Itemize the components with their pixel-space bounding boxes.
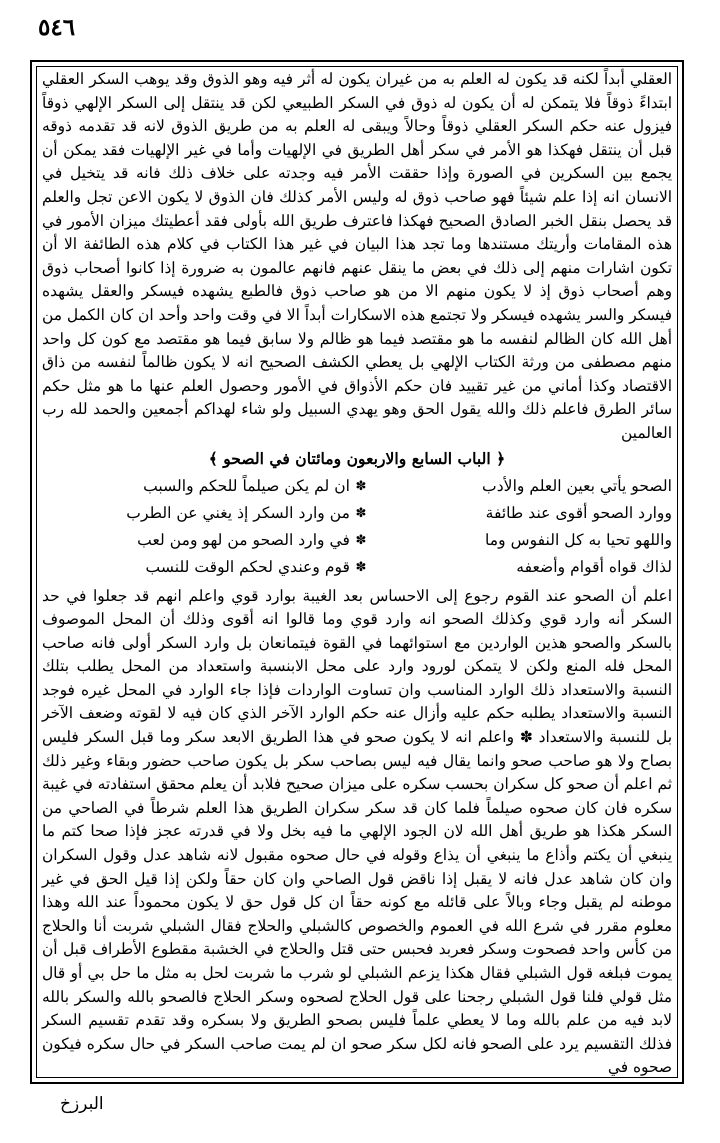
verse-second-hemistich: ان لم يكن صيلماً للحكم والسبب (143, 477, 350, 495)
poem-verse (42, 500, 672, 527)
page-number: ٥٤٦ (38, 14, 76, 41)
verse-separator: ✽ (355, 478, 367, 494)
catchword: البرزخ (60, 1094, 104, 1114)
poem-verse (42, 473, 672, 500)
verse-first-hemistich: لذاك قواه أقوام وأضعفه (516, 558, 672, 576)
poem-verse (42, 554, 672, 581)
verse-first-hemistich: الصحو يأتي بعين العلم والأدب (482, 477, 672, 495)
main-text (42, 68, 672, 1080)
paragraph-closing-previous-chapter: العقلي أبداً لكنه قد يكون له العلم به من غيران يكون له أثر فيه وهو الذوق وقد يوهب السكر العقلي ابتداءً ذوقاً فلا يتمكن له أن يكون له ذوق في السكر الطبيعي لكن قد ينتقل إلى السكر الإلهي ذوقاً فيزول عنه حكم السكر العقلي ذوقاً وحالاً ويبقى له العلم به من طريق الذوق لانه قد تقدمه ذوقه قبل أن ينتقل فهكذا هو الأمر في سكر أهل الطريق في الإلهيات وأما في غير الإلهيات فقد يمكن أن يجمع بين السكرين في الصورة وإذا حققت الأمر فيه وجدته على خلاف ذلك فانه قد يتخيل في الانسان انه إذا علم شيئاً فهو صاحب ذوق له وليس الأمر كذلك فان الذوق لا يكون الاعن تجل والعلم قد يحصل بنقل الخبر الصادق الصحيح فهكذا فاعترف طريق الله بأولى فقد أعطيتك ميزان الأمور في هذه المقامات وأريتك مستندها وما تجد هذا البيان في غير هذا الكتاب في كلام هذه الطائفة الا أن تكون اشارات منهم إلى ذلك في بعض ما ينقل عنهم فانهم عالمون به ضرورة إذا كانوا أصحاب ذوق وهم أصحاب ذوق إذ لا يكون منهم الا من هو صاحب ذوق فالطبع يشهده فيسكر والعقل يشهده فيسكر والسر يشهده فيسكر ولا تجتمع هذه الاسكارات أبداً الا في وقت واحد وأحد ان كان الكمل من أهل الله كان الظالم لنفسه ما هو مقتصد فيما هو ظالم ولا سابق فيما هو مقتصد مع كون كل واحد منهم مصطفى من ورثة الكتاب الإلهي بل يعطي الكشف الصحيح انه لا يكون ظالماً لنفسه من ذاق الاقتصاد وكذا أماني من غير تقييد فان حكم الأذواق في الأمور وحصول العلم عنها ما هو مثل حكم سائر الطرق فاعلم ذلك والله يقول الحق وهو يهدي السبيل ولو شاء لهداكم أجمعين والحمد لله رب العالمين (42, 70, 672, 442)
poem-verse (42, 527, 672, 554)
verse-separator: ✽ (355, 532, 367, 548)
verse-first-hemistich: واللهو تحيا به كل النفوس وما (484, 531, 672, 549)
verse-first-hemistich: ووارد الصحو أقوى عند طائفة (485, 504, 672, 522)
verse-separator: ✽ (355, 505, 367, 521)
poem (42, 473, 672, 581)
paragraph-chapter-body: اعلم أن الصحو عند القوم رجوع إلى الاحساس بعد الغيبة بوارد قوي واعلم انهم قد جعلوا في حد السكر أنه وارد قوي وكذلك الصحو انه وارد قوي وما قالوا انه أقوى وذلك أن المحل الموصوف بالسكر والصحو هذين الواردين مع استوائهما في القوة فيتمانعان بل وارد السكر أولى فانه صاحب المحل فله المنع ولكن لا يتمكن لورود وارد على محل الابنسبة واستعداد من المحل يطلب بتلك النسبة والاستعداد ذلك الوارد المناسب وان تساوت الواردات فإذا جاء الوارد في المحل غيره فوجد النسبة والاستعداد يطلبه حكم عليه وأزال عنه حكم الوارد الآخر الذي كان فيه لا لقوته وضعف الآخر بل للنسبة والاستعداد ✽ واعلم انه لا يكون صحو في هذا الطريق الابعد سكر وما قبل السكر فليس بصاح ولا هو صاحب صحو وانما يقال فيه ليس بصاحب سكر بل يكون صاحب حضور وبقاء وغير ذلك ثم اعلم أن صحو كل سكران بحسب سكره على ميزان صحيح فلابد أن يعلم محقق استفادته في غيبة سكره فان كان صحوه صيلماً فلما كان قد سكر سكران الطريق هذا العلم شرطاً في الصاحي من السكر هكذا هو طريق أهل الله لان الجود الإلهي ما فيه بخل ولا في قدرته عجز فإذا صحا كتم ما ينبغي أن يكتم وأذاع ما ينبغي أن يذاع وقوله في حال صحوه مقبول لانه شاهد عدل وقول السكران وان كان شاهد عدل فانه لا يقبل إذا ناقض قول الصاحي وان كان حقاً ولكن إذا قيل الحق في غير موطنه لم يقبل وجاء وبالاً على قائله مع كونه حقاً ان كل قول حق لا يكون محموداً عند الله وهذا معلوم مقرر في شرع الله في العموم والخصوص كالشبلي والحلاج فقال الشبلي شربت أنا والحلاج من كأس واحد فصحوت وسكر فعربد فحبس حتى قتل والحلاج في الخشبة مقطوع الأطراف قبل أن يموت فبلغه قول الشبلي فقال هكذا يزعم الشبلي لو شرب ما شربت لحل به مثل ما حل بي أو قال مثل قولي فلنا قول الشبلي رجحنا على قول الحلاج لصحوه وسكر الحلاج فالصحو بالله والسكر بالله لابد فيه من علم بالله وما لا يعطي علماً فليس بصحو الطريق ولا بسكره وقد تقدم تقسيم السكر فذلك التقسيم يرد على الصحو فانه لكل سكر صحو ان لم يمت صاحب السكر في حال سكره فيكون صحوه في (42, 586, 672, 1077)
verse-second-hemistich: في وارد الصحو من لهو ومن لعب (137, 531, 350, 549)
chapter-heading: ﴿ الباب السابع والاربعون ومائتان في الصحو ﴾ (208, 448, 506, 468)
verse-second-hemistich: من وارد السكر إذ يغني عن الطرب (126, 504, 350, 522)
verse-second-hemistich: قوم وعندي لحكم الوقت للنسب (145, 558, 350, 576)
verse-separator: ✽ (355, 559, 367, 575)
